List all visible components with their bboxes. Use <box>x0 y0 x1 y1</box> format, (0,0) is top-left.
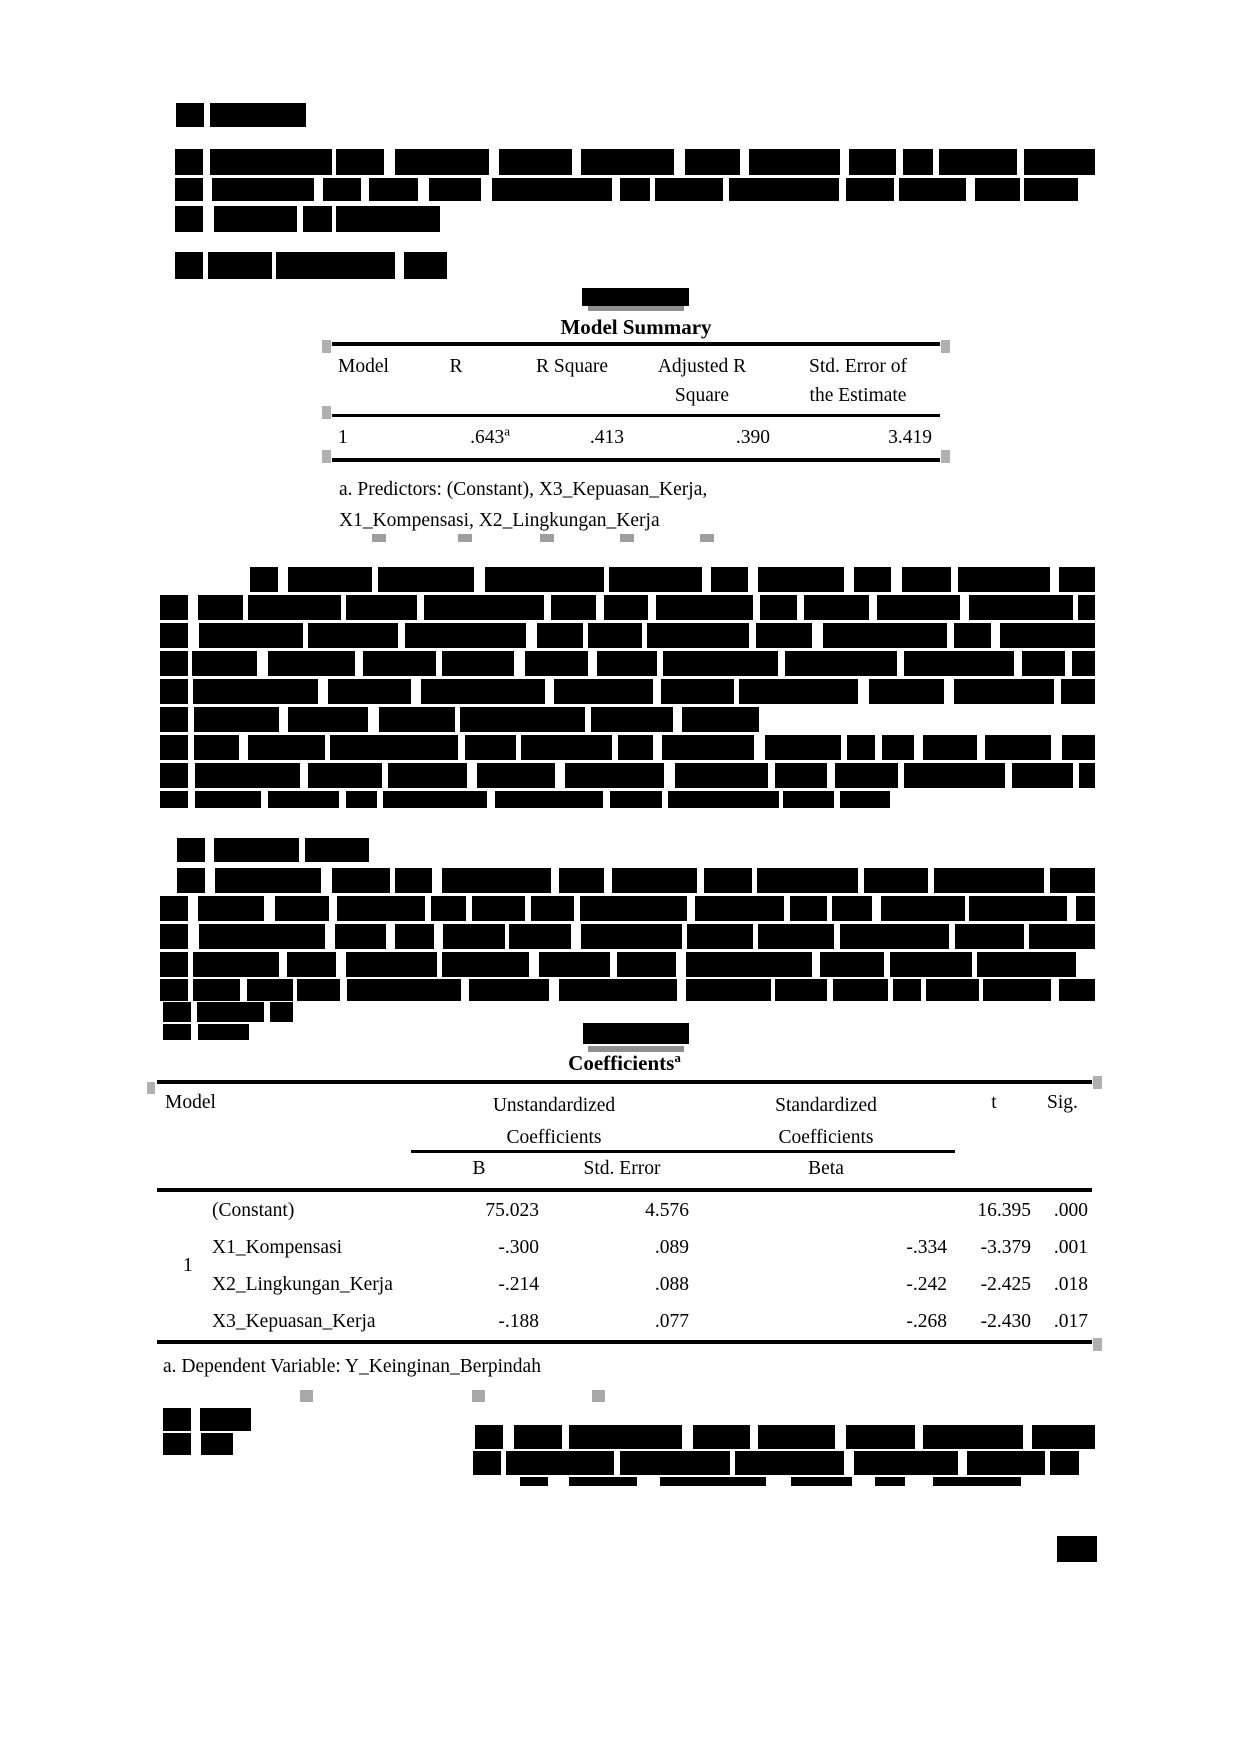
cell-b: 75.023 <box>485 1199 539 1221</box>
redacted-text-block <box>583 1023 689 1044</box>
redacted-text-block <box>160 979 1095 1001</box>
footnote-line: a. Predictors: (Constant), X3_Kepuasan_Kerja, <box>339 479 708 500</box>
table-row <box>157 1266 1092 1303</box>
cell-model: 1 <box>338 426 348 448</box>
redacted-text-block <box>160 735 1095 760</box>
column-group-standardized: Standardized Coefficients <box>775 1095 877 1148</box>
cell-label: X1_Kompensasi <box>212 1236 342 1258</box>
scan-artifact <box>322 406 331 419</box>
redacted-text-block <box>163 1408 251 1431</box>
cell-beta: -.242 <box>906 1273 947 1295</box>
cell-label: (Constant) <box>212 1199 295 1221</box>
cell-label: X3_Kepuasan_Kerja <box>212 1310 376 1332</box>
cell-std-error-estimate: 3.419 <box>888 426 932 448</box>
cell-label: X2_Lingkungan_Kerja <box>212 1273 393 1295</box>
cell-beta: -.334 <box>906 1236 947 1258</box>
model-number: 1 <box>183 1255 193 1276</box>
cell-t: -3.379 <box>980 1236 1031 1258</box>
cell-b: -.214 <box>498 1273 539 1295</box>
table-row <box>157 1303 1092 1340</box>
cell-beta: -.268 <box>906 1310 947 1332</box>
column-header-sig: Sig. <box>1047 1092 1078 1113</box>
redacted-text-block <box>176 103 306 127</box>
scan-artifact <box>941 450 950 463</box>
cell-t: 16.395 <box>977 1199 1031 1221</box>
column-header-adjusted-r-square: Adjusted R Square <box>657 356 747 406</box>
column-header-model: Model <box>165 1092 216 1113</box>
cell-sig: .000 <box>1053 1199 1088 1221</box>
model-summary-data-row <box>332 417 940 458</box>
cell-std-error: .088 <box>654 1273 689 1295</box>
redacted-text-block <box>160 707 766 732</box>
redacted-text-block <box>163 1002 293 1022</box>
redacted-text-block <box>475 1425 1095 1449</box>
redacted-text-block <box>175 178 1095 201</box>
cell-r: .643$^a$ <box>470 423 510 448</box>
column-header-r: R <box>449 356 463 377</box>
redacted-text-block <box>177 838 381 862</box>
model-summary-footnote <box>332 474 940 536</box>
footnote-line: X1_Kompensasi, X2_Lingkungan_Kerja <box>339 510 660 531</box>
redacted-text-block <box>160 952 1095 977</box>
cell-t: -2.425 <box>980 1273 1031 1295</box>
redacted-text-block <box>473 1451 1079 1475</box>
redacted-text-block <box>160 924 1095 949</box>
column-header-model: Model <box>338 356 389 377</box>
redacted-text-block <box>160 679 1095 704</box>
cell-b: -.300 <box>498 1236 539 1258</box>
coefficients-table <box>157 1080 1092 1344</box>
scan-artifact <box>322 340 331 353</box>
cell-std-error: 4.576 <box>645 1199 689 1221</box>
column-group-unstandardized: Unstandardized Coefficients <box>492 1095 616 1148</box>
column-header-std-error: Std. Error <box>583 1158 661 1179</box>
redacted-text-block <box>160 651 1095 676</box>
cell-sig: .018 <box>1053 1273 1088 1295</box>
model-summary-section <box>332 314 940 536</box>
coefficients-header <box>157 1084 1092 1188</box>
redacted-text-block <box>250 567 1095 592</box>
cell-adjusted-r-square: .390 <box>735 426 770 448</box>
model-summary-title: Model Summary <box>560 315 712 339</box>
scan-artifact <box>588 306 684 311</box>
scan-artifact <box>592 1390 605 1402</box>
column-header-r-square: R Square <box>535 356 609 377</box>
redacted-text-block <box>160 896 1095 921</box>
redacted-text-block <box>582 288 689 306</box>
redacted-text-block <box>160 623 1095 648</box>
scan-artifact <box>941 340 950 353</box>
coefficients-section <box>157 1049 1092 1378</box>
redacted-text-block <box>160 595 1095 620</box>
column-header-t: t <box>991 1092 997 1113</box>
cell-t: -2.430 <box>980 1310 1031 1332</box>
cell-r-square: .413 <box>589 426 624 448</box>
cell-sig: .017 <box>1053 1310 1088 1332</box>
column-header-std-error: Std. Error of the Estimate <box>808 356 908 406</box>
table-row <box>157 1192 1092 1229</box>
scan-artifact <box>322 450 331 463</box>
table-row <box>157 1229 1092 1266</box>
scan-artifact <box>147 1082 155 1094</box>
redacted-text-block <box>175 149 1095 175</box>
redacted-text-block <box>160 763 1095 788</box>
cell-std-error: .089 <box>654 1236 689 1258</box>
cell-b: -.188 <box>498 1310 539 1332</box>
redacted-text-block <box>163 1024 249 1040</box>
model-summary-header-row <box>332 346 940 417</box>
redacted-text-block <box>163 1433 233 1455</box>
model-summary-table <box>332 342 940 462</box>
coefficients-title: Coefficients$^a$ <box>568 1050 681 1075</box>
redacted-text-block <box>177 868 1095 893</box>
redacted-text-block <box>520 1477 1065 1486</box>
redacted-text-block <box>175 252 447 279</box>
scan-artifact <box>1093 1338 1102 1351</box>
scan-artifact <box>300 1390 313 1402</box>
column-header-b: B <box>472 1158 486 1179</box>
coefficients-body <box>157 1188 1092 1344</box>
header-group-rule <box>411 1150 955 1153</box>
redacted-text-block <box>175 206 443 232</box>
cell-sig: .001 <box>1053 1236 1088 1258</box>
cell-std-error: .077 <box>654 1310 689 1332</box>
column-header-beta: Beta <box>808 1158 844 1179</box>
coefficients-footnote: a. Dependent Variable: Y_Keinginan_Berpindah <box>163 1356 541 1377</box>
scan-artifact <box>1093 1076 1102 1089</box>
scan-artifact <box>472 1390 485 1402</box>
redacted-text-block <box>1057 1536 1097 1562</box>
redacted-text-block <box>160 791 890 808</box>
